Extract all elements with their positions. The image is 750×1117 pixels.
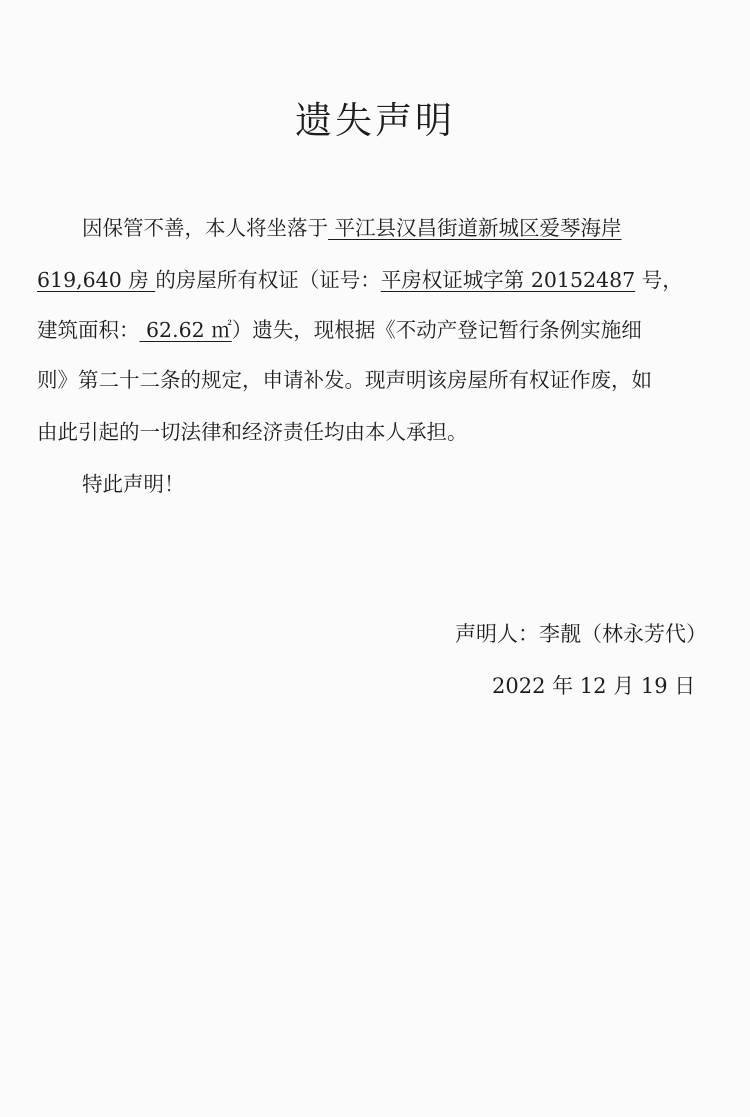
- signature-line: 声明人：李靓（林永芳代）: [455, 622, 707, 646]
- page-title: 遗失声明: [295, 99, 455, 142]
- body-text: 建筑面积：: [37, 318, 140, 342]
- body-line-5: 由此引起的一切法律和经济责任均由本人承担。: [37, 420, 468, 444]
- property-room-number: 619,640 房: [37, 268, 156, 292]
- body-line-4: 则》第二十二条的规定，申请补发。现声明该房屋所有权证作废，如: [37, 368, 652, 392]
- body-line-2: [37, 266, 727, 294]
- building-area: 62.62 ㎡: [139, 318, 232, 342]
- body-text: 号，: [635, 268, 683, 292]
- body-line-3: [37, 316, 727, 344]
- certificate-number: 平房权证城字第 20152487: [380, 268, 636, 292]
- closing-statement: 特此声明！: [82, 472, 185, 496]
- body-text: 因保管不善，本人将坐落于: [82, 216, 328, 240]
- property-address: 平江县汉昌街道新城区爱琴海岸: [328, 216, 622, 240]
- body-text: 的房屋所有权证（证号：: [155, 268, 381, 292]
- body-text: ）遗失，现根据《不动产登记暂行条例实施细: [231, 318, 642, 342]
- body-line-1: [82, 214, 750, 242]
- date-line: 2022 年 12 月 19 日: [492, 674, 696, 698]
